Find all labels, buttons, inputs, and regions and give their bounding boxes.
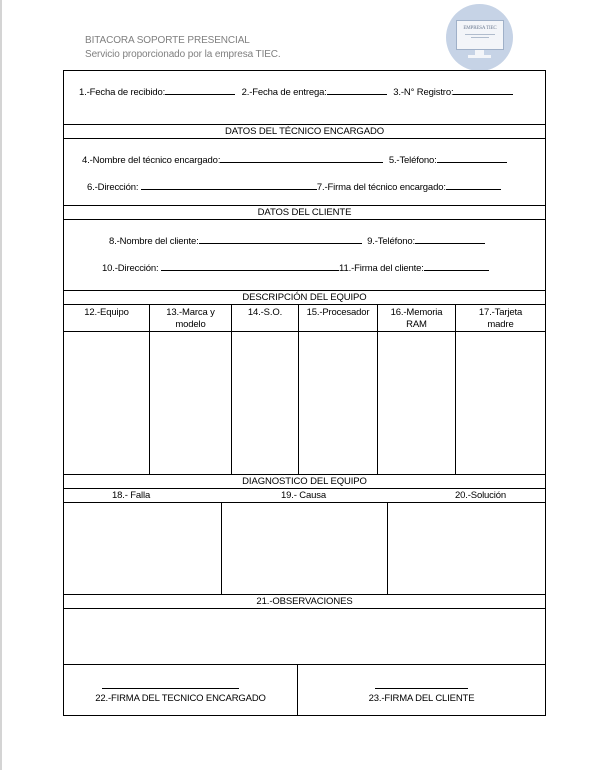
fecha-recibido-label: 1.-Fecha de recibido: bbox=[79, 87, 166, 98]
causa-label: 19.- Causa bbox=[281, 490, 326, 501]
tecnico-section-title: DATOS DEL TÉCNICO ENCARGADO bbox=[224, 126, 384, 137]
causa-input[interactable] bbox=[222, 503, 387, 594]
tecnico-firma-label: 7.-Firma del técnico encargado: bbox=[316, 182, 446, 193]
cliente-direccion-label: 10.-Dirección: bbox=[102, 263, 159, 274]
cliente-firma-field[interactable] bbox=[424, 261, 489, 271]
observaciones-section-title: 21.-OBSERVACIONES bbox=[256, 596, 353, 607]
equipo-input[interactable] bbox=[64, 332, 149, 474]
equipo-section-title: DESCRIPCIÓN DEL EQUIPO bbox=[242, 292, 367, 303]
cliente-row-1 bbox=[109, 234, 485, 247]
tecnico-firma-field[interactable] bbox=[446, 180, 501, 190]
document-title: BITACORA SOPORTE PRESENCIAL bbox=[85, 35, 250, 46]
fecha-recibido-field[interactable] bbox=[165, 85, 235, 95]
tarjeta-madre-input[interactable] bbox=[456, 332, 545, 474]
monitor-icon bbox=[456, 20, 504, 50]
numero-registro-field[interactable] bbox=[453, 85, 513, 95]
falla-label: 18.- Falla bbox=[112, 490, 151, 501]
marca-modelo-input[interactable] bbox=[150, 332, 231, 474]
fecha-entrega-field[interactable] bbox=[327, 85, 387, 95]
solucion-label: 20.-Solución bbox=[455, 490, 507, 501]
tecnico-nombre-field[interactable] bbox=[220, 153, 383, 163]
diagnostico-section-title: DIAGNOSTICO DEL EQUIPO bbox=[242, 476, 367, 487]
cliente-row-2 bbox=[102, 261, 489, 274]
tecnico-telefono-field[interactable] bbox=[437, 153, 507, 163]
cliente-nombre-label: 8.-Nombre del cliente: bbox=[109, 236, 199, 247]
solucion-input[interactable] bbox=[388, 503, 545, 594]
cliente-section-title: DATOS DEL CLIENTE bbox=[257, 207, 352, 218]
tecnico-direccion-field[interactable] bbox=[141, 180, 317, 190]
col-procesador: 15.-Procesador bbox=[306, 307, 370, 318]
cliente-nombre-field[interactable] bbox=[199, 234, 362, 244]
service-log-form bbox=[63, 70, 546, 716]
firma-tecnico-label: 22.-FIRMA DEL TECNICO ENCARGADO bbox=[95, 693, 266, 704]
page-edge bbox=[0, 0, 2, 770]
falla-input[interactable] bbox=[64, 503, 221, 594]
firma-cliente-label: 23.-FIRMA DEL CLIENTE bbox=[368, 693, 475, 704]
cliente-telefono-field[interactable] bbox=[415, 234, 485, 244]
registro-row bbox=[79, 85, 513, 98]
memoria-ram-input[interactable] bbox=[378, 332, 455, 474]
numero-registro-label: 3.-N° Registro: bbox=[393, 87, 454, 98]
col-so: 14.-S.O. bbox=[247, 307, 283, 318]
cliente-firma-label: 11.-Firma del cliente: bbox=[339, 263, 424, 274]
so-input[interactable] bbox=[232, 332, 298, 474]
cliente-direccion-field[interactable] bbox=[161, 261, 339, 271]
firma-cliente-line[interactable] bbox=[375, 688, 468, 689]
cliente-telefono-label: 9.-Teléfono: bbox=[367, 236, 415, 247]
document-subtitle: Servicio proporcionado por la empresa TIEC. bbox=[85, 49, 281, 60]
company-logo bbox=[446, 4, 513, 71]
tecnico-telefono-label: 5.-Teléfono: bbox=[388, 155, 437, 166]
col-equipo: 12.-Equipo bbox=[84, 307, 129, 318]
observaciones-input[interactable] bbox=[64, 609, 545, 664]
col-memoria-ram: 16.-Memoria RAM bbox=[390, 307, 443, 330]
firma-tecnico-line[interactable] bbox=[102, 688, 239, 689]
tecnico-nombre-label: 4.-Nombre del técnico encargado: bbox=[82, 155, 221, 166]
tecnico-row-2 bbox=[87, 180, 501, 193]
tecnico-direccion-label: 6.-Dirección: bbox=[87, 182, 139, 193]
col-tarjeta-madre: 17.-Tarjeta madre bbox=[478, 307, 523, 330]
tecnico-row-1 bbox=[82, 153, 507, 166]
logo-text: EMPRESA TIEC bbox=[463, 26, 497, 31]
procesador-input[interactable] bbox=[299, 332, 377, 474]
col-marca-modelo: 13.-Marca y modelo bbox=[166, 307, 215, 330]
fecha-entrega-label: 2.-Fecha de entrega: bbox=[241, 87, 327, 98]
